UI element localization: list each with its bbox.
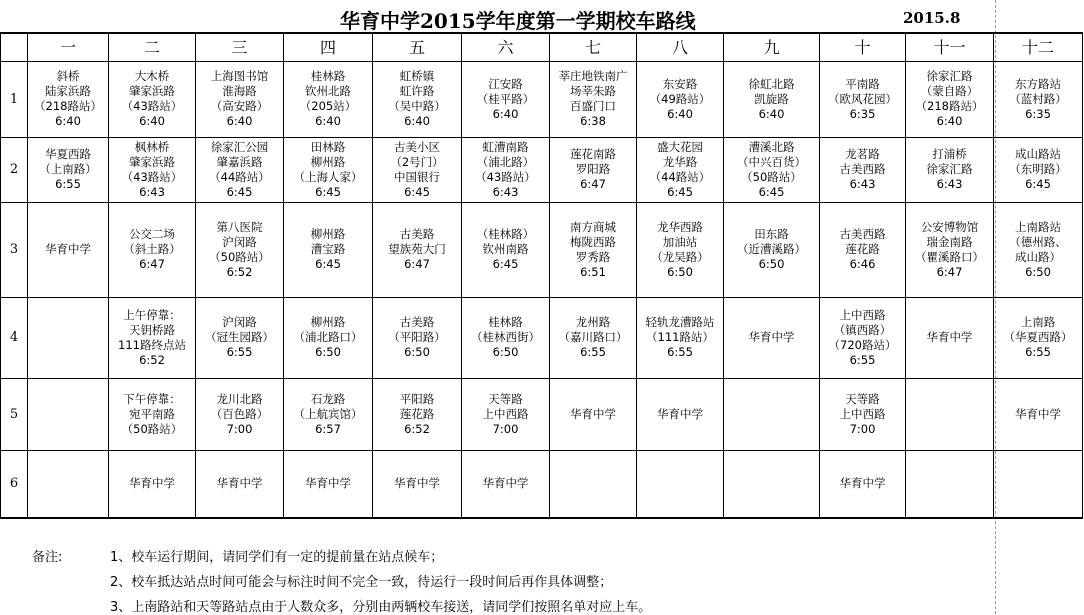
stop-line: 田林路 <box>310 139 346 154</box>
route-cell <box>462 61 550 137</box>
stop-line: 田东路 <box>754 227 789 241</box>
stop-line: 徐虹北路 <box>748 76 795 91</box>
table-row <box>1 137 1083 202</box>
stop-line: 6:55 <box>226 345 253 359</box>
stop-line: 沪闵路 <box>222 234 257 249</box>
route-cell <box>28 202 109 297</box>
stop-line: 6:55 <box>1025 345 1051 359</box>
route-cell <box>724 378 820 450</box>
stop-line: 6:47 <box>139 257 165 271</box>
stop-line: （德州路、 <box>1009 234 1067 249</box>
row-number: 5 <box>1 378 28 450</box>
table-row <box>1 202 1083 297</box>
table-row <box>1 450 1083 518</box>
stop-line: （上航宾馆） <box>293 406 363 421</box>
stop-line: 古美西路 <box>839 227 886 241</box>
route-cell <box>462 450 550 518</box>
route-cell <box>906 378 994 450</box>
stop-line: 枫林桥 <box>134 139 170 154</box>
stop-line: 南方商城 <box>570 219 616 234</box>
stop-line: （镇西路） <box>833 322 892 337</box>
route-cell <box>284 378 373 450</box>
route-cell <box>284 61 373 137</box>
stop-line: 上中西路 <box>839 307 886 322</box>
stop-line: （东明路） <box>1009 162 1067 176</box>
column-header: 五 <box>373 33 462 61</box>
column-header: 十一 <box>906 33 994 61</box>
stop-line: 龙华西路 <box>657 219 703 234</box>
column-header: 六 <box>462 33 550 61</box>
route-cell <box>820 202 906 297</box>
route-cell <box>462 137 550 202</box>
stop-line: 肇嘉浜路 <box>216 154 263 169</box>
route-cell <box>28 297 109 378</box>
header-row <box>1 33 1083 61</box>
stop-line: 加油站 <box>662 234 698 249</box>
column-header: 九 <box>724 33 820 61</box>
stop-line: 龙州路 <box>575 315 611 329</box>
stop-line: （冠生园路） <box>205 330 274 344</box>
stop-line: （50路站） <box>121 421 183 436</box>
table-row <box>1 297 1083 378</box>
stop-line: 6:52 <box>404 421 430 436</box>
route-cell <box>196 61 284 137</box>
stop-line: 6:55 <box>55 177 81 191</box>
route-cell <box>109 378 196 450</box>
stop-line: 桂林路 <box>488 315 523 329</box>
stop-line: 6:40 <box>226 114 253 128</box>
note-item: 3、上南路站和天等路站点由于人数众多，分别由两辆校车接送，请同学们按照名单对应上车。 <box>110 600 652 615</box>
stop-line: 龙茗路 <box>845 147 880 161</box>
stop-line: 华育中学 <box>570 406 616 421</box>
stop-line: 罗秀路 <box>575 249 611 264</box>
route-cell <box>373 202 462 297</box>
route-cell <box>28 450 109 518</box>
column-header: 十 <box>820 33 906 61</box>
notes-label: 备注: <box>32 550 63 565</box>
stop-line: 望族苑大门 <box>388 242 446 256</box>
stop-line: 6:45 <box>404 184 430 199</box>
stop-line: 陆家浜路 <box>45 84 91 98</box>
note-item: 1、校车运行期间，请同学们有一定的提前量在站点候车； <box>110 550 444 565</box>
stop-line: 华育中学 <box>482 476 529 491</box>
page-title: 华育中学2015学年度第一学期校车路线 <box>340 9 696 33</box>
stop-line: 宛平南路 <box>129 406 175 421</box>
stop-line: 柳州路 <box>310 154 346 169</box>
stop-line: 徐家汇公园 <box>210 139 269 154</box>
stop-line: 瑞金南路 <box>926 234 973 249</box>
stop-line: 6:43 <box>139 184 165 199</box>
stop-line: 漕宝路 <box>310 242 346 256</box>
route-cell <box>550 137 637 202</box>
route-cell <box>28 61 109 137</box>
route-cell <box>994 202 1083 297</box>
stop-line: 6:35 <box>1025 106 1051 121</box>
route-cell <box>906 450 994 518</box>
stop-line: （近漕溪路） <box>737 242 806 256</box>
stop-line: 6:40 <box>315 114 341 128</box>
row-number: 1 <box>1 61 28 137</box>
stop-line: 盛大花园 <box>657 139 703 154</box>
stop-line: 淮海路 <box>222 84 257 98</box>
route-cell <box>724 61 820 137</box>
stop-line: 江安路 <box>488 76 523 91</box>
route-cell <box>550 378 637 450</box>
route-cell <box>724 202 820 297</box>
route-cell <box>906 297 994 378</box>
stop-line: （44路站） <box>649 169 711 184</box>
route-cell <box>550 297 637 378</box>
stop-line: （2号门） <box>390 154 444 169</box>
stop-line: 上南路 <box>1020 315 1056 329</box>
stop-line: 6:35 <box>849 106 876 121</box>
stop-line: 6:40 <box>758 106 785 121</box>
stop-line: 华育中学 <box>305 476 351 491</box>
stop-line: 6:43 <box>849 177 876 191</box>
stop-line: （218路站） <box>34 99 102 113</box>
stop-line: 斜桥 <box>56 69 80 83</box>
stop-line: 公安博物馆 <box>920 219 979 234</box>
route-cell <box>906 61 994 137</box>
stop-line: 漕溪北路 <box>748 139 795 154</box>
stop-line: 平南路 <box>845 76 880 91</box>
table-row <box>1 378 1083 450</box>
stop-line: 6:50 <box>404 345 430 359</box>
stop-line: 虹漕南路 <box>482 139 529 154</box>
column-header: 一 <box>28 33 109 61</box>
stop-line: 华育中学 <box>657 406 703 421</box>
stop-line: 华育中学 <box>394 476 440 491</box>
stop-line: 虹许路 <box>399 84 435 98</box>
stop-line: （桂林路） <box>476 227 535 241</box>
stop-line: （欧风花园） <box>828 91 897 106</box>
stop-line: 6:55 <box>580 345 606 359</box>
stop-line: 6:47 <box>936 264 963 279</box>
route-cell <box>820 61 906 137</box>
stop-line: 柳州路 <box>310 227 346 241</box>
stop-line: 桂林路 <box>310 69 346 83</box>
stop-line: 华夏西路 <box>45 147 91 161</box>
stop-line: 华育中学 <box>926 330 973 344</box>
stop-line: 6:57 <box>315 421 341 436</box>
stop-line: 6:50 <box>758 257 785 271</box>
stop-line: 龙川北路 <box>216 391 263 406</box>
stop-line: （43路站） <box>121 169 183 184</box>
route-cell <box>109 450 196 518</box>
route-cell <box>462 202 550 297</box>
row-number: 6 <box>1 450 28 518</box>
route-cell <box>373 61 462 137</box>
stop-line: （浦北路口） <box>293 330 363 344</box>
stop-line: 中国银行 <box>394 169 440 184</box>
stop-line: 6:40 <box>936 114 963 128</box>
stop-line: （43路站） <box>475 169 536 184</box>
stop-line: 下午停靠： <box>123 391 181 406</box>
stop-line: （桂林西街） <box>471 330 540 344</box>
stop-line: 平阳路 <box>399 391 435 406</box>
route-cell <box>373 450 462 518</box>
stop-line: 6:45 <box>758 184 785 199</box>
stop-line: （百色路） <box>210 406 269 421</box>
column-header: 二 <box>109 33 196 61</box>
stop-line: 打浦桥 <box>932 147 967 161</box>
stop-line: 公交二场 <box>129 227 175 241</box>
column-header: 三 <box>196 33 284 61</box>
stop-line: 天钥桥路 <box>129 322 175 337</box>
stop-line: 6:55 <box>849 352 876 367</box>
route-cell <box>550 202 637 297</box>
stop-line: 成山路） <box>1015 249 1061 264</box>
stop-line: 6:45 <box>667 184 693 199</box>
stop-line: 华育中学 <box>839 476 886 491</box>
stop-line: 罗阳路 <box>575 162 611 176</box>
stop-line: 肇家浜路 <box>129 154 175 169</box>
stop-line: 6:46 <box>849 257 876 271</box>
stop-line: 6:52 <box>226 264 253 279</box>
stop-line: 东安路 <box>662 76 698 91</box>
stop-line: 6:45 <box>315 184 341 199</box>
stop-line: 7:00 <box>226 421 253 436</box>
stop-line: 7:00 <box>849 421 876 436</box>
stop-line: 钦州南路 <box>482 242 529 256</box>
stop-line: （蒙自路） <box>920 84 979 98</box>
route-cell <box>462 297 550 378</box>
route-cell <box>820 297 906 378</box>
stop-line: 华育中学 <box>1015 406 1061 421</box>
route-cell <box>196 378 284 450</box>
stop-line: 6:45 <box>226 184 253 199</box>
stop-line: 6:50 <box>492 345 519 359</box>
stop-line: （44路站） <box>209 169 270 184</box>
stop-line: 沪闵路 <box>222 315 257 329</box>
route-cell <box>994 450 1083 518</box>
route-cell <box>994 61 1083 137</box>
stop-line: （瞿溪路口） <box>915 249 984 264</box>
route-cell <box>637 137 724 202</box>
stop-line: （浦北路） <box>476 154 535 169</box>
route-cell <box>196 137 284 202</box>
stop-line: 6:38 <box>580 114 606 128</box>
route-cell <box>284 450 373 518</box>
stop-line: 6:40 <box>55 114 81 128</box>
note-item: 2、校车抵达站点时间可能会与标注时间不完全一致，待运行一段时间后再作具体调整； <box>110 575 613 590</box>
stop-line: 大木桥 <box>134 69 170 83</box>
title-bar <box>0 0 1084 32</box>
stop-line: （205站） <box>299 99 357 113</box>
stop-line: 6:51 <box>580 264 606 279</box>
stop-line: （50路站） <box>209 249 270 264</box>
stop-line: 东方路站 <box>1015 76 1061 91</box>
route-cell <box>820 378 906 450</box>
stop-line: （111路站） <box>646 330 714 344</box>
stop-line: 华育中学 <box>748 330 795 344</box>
stop-line: （嘉川路口） <box>558 330 628 344</box>
stop-line: （43路站） <box>121 99 183 113</box>
route-cell <box>28 137 109 202</box>
route-cell <box>109 137 196 202</box>
stop-line: （中兴百货） <box>737 154 806 169</box>
stop-line: 华育中学 <box>216 476 263 491</box>
stop-line: 6:40 <box>139 114 165 128</box>
corner-cell <box>1 33 28 61</box>
route-cell <box>906 137 994 202</box>
stop-line: 梅陇西路 <box>570 234 616 249</box>
route-cell <box>550 450 637 518</box>
stop-line: 6:40 <box>404 114 430 128</box>
route-cell <box>284 137 373 202</box>
stop-line: 古美路 <box>399 227 435 241</box>
stop-line: 6:50 <box>667 264 693 279</box>
stop-line: 成山路站 <box>1015 147 1061 161</box>
stop-line: 华育中学 <box>45 242 91 256</box>
route-cell <box>109 297 196 378</box>
route-cell <box>906 202 994 297</box>
route-cell <box>109 61 196 137</box>
stop-line: 上中西路 <box>839 406 886 421</box>
stop-line: 龙华路 <box>662 154 698 169</box>
stop-line: （上南路） <box>39 162 97 176</box>
route-cell <box>994 137 1083 202</box>
stop-line: 虹桥镇 <box>399 69 435 83</box>
stop-line: 6:45 <box>1025 177 1051 191</box>
route-cell <box>284 202 373 297</box>
stop-line: 古美小区 <box>394 139 440 154</box>
route-cell <box>373 297 462 378</box>
stop-line: 柳州路 <box>310 315 346 329</box>
stop-line: 徐家汇路 <box>926 162 973 176</box>
route-cell <box>373 378 462 450</box>
route-cell <box>637 202 724 297</box>
stop-line: 6:40 <box>667 106 693 121</box>
stop-line: 6:50 <box>1025 264 1051 279</box>
stop-line: 莲花路 <box>845 242 880 256</box>
stop-line: （吴中路） <box>388 99 446 113</box>
stop-line: 古美西路 <box>839 162 886 176</box>
stop-line: 6:45 <box>315 257 341 271</box>
stop-line: 华育中学 <box>129 476 175 491</box>
stop-line: （桂平路） <box>476 91 535 106</box>
row-number: 3 <box>1 202 28 297</box>
stop-line: （龙吴路） <box>651 249 709 264</box>
date-label: 2015.8 <box>903 9 961 27</box>
stop-line: （上海人家） <box>293 169 363 184</box>
stop-line: 莲花南路 <box>570 147 616 161</box>
stop-line: （720路站） <box>828 337 897 352</box>
route-cell <box>724 137 820 202</box>
row-number: 4 <box>1 297 28 378</box>
stop-line: （218路站） <box>915 99 984 113</box>
stop-line: 肇家浜路 <box>129 84 175 98</box>
stop-line: 6:43 <box>492 184 519 199</box>
stop-line: 6:52 <box>139 352 165 367</box>
stop-line: 上南路站 <box>1015 219 1061 234</box>
stop-line: 111路终点站 <box>118 337 186 352</box>
stop-line: 上海图书馆 <box>210 69 269 83</box>
stop-line: 古美路 <box>399 315 435 329</box>
route-cell <box>820 450 906 518</box>
stop-line: 石龙路 <box>310 391 346 406</box>
stop-line: 场莘朱路 <box>570 84 616 98</box>
stop-line: （斜土路） <box>123 242 181 256</box>
stop-line: 第八医院 <box>216 219 263 234</box>
route-cell <box>724 297 820 378</box>
column-header: 十二 <box>994 33 1083 61</box>
stop-line: 天等路 <box>845 391 880 406</box>
stop-line: （50路站） <box>741 169 802 184</box>
route-cell <box>284 297 373 378</box>
stop-line: 天等路 <box>488 391 523 406</box>
bus-route-table <box>0 32 1083 519</box>
route-cell <box>109 202 196 297</box>
route-cell <box>637 297 724 378</box>
stop-line: 6:55 <box>667 345 693 359</box>
stop-line: 7:00 <box>492 421 519 436</box>
stop-line: （华夏西路） <box>1003 330 1073 344</box>
route-cell <box>724 450 820 518</box>
route-cell <box>196 202 284 297</box>
route-cell <box>637 378 724 450</box>
stop-line: 凯旋路 <box>754 91 789 106</box>
stop-line: 6:45 <box>492 257 519 271</box>
route-cell <box>196 297 284 378</box>
stop-line: （高安路） <box>210 99 269 113</box>
stop-line: 莲花路 <box>399 406 435 421</box>
stop-line: 徐家汇路 <box>926 69 973 83</box>
route-cell <box>28 378 109 450</box>
stop-line: （平阳路） <box>388 330 446 344</box>
column-header: 八 <box>637 33 724 61</box>
stop-line: 6:50 <box>315 345 341 359</box>
route-cell <box>637 61 724 137</box>
route-cell <box>637 450 724 518</box>
stop-line: 上中西路 <box>482 406 529 421</box>
stop-line: 6:40 <box>492 106 519 121</box>
stop-line: （蓝村路） <box>1009 91 1067 106</box>
route-cell <box>373 137 462 202</box>
route-cell <box>462 378 550 450</box>
route-cell <box>820 137 906 202</box>
stop-line: 轻轨龙漕路站 <box>645 315 715 329</box>
stop-line: 上午停靠： <box>123 307 181 322</box>
route-cell <box>550 61 637 137</box>
stop-line: 6:47 <box>580 177 606 191</box>
row-number: 2 <box>1 137 28 202</box>
stop-line: 钦州北路 <box>305 84 351 98</box>
stop-line: 6:43 <box>936 177 963 191</box>
stop-line: 百盛门口 <box>570 99 616 113</box>
route-cell <box>994 378 1083 450</box>
route-cell <box>196 450 284 518</box>
table-row <box>1 61 1083 137</box>
column-header: 四 <box>284 33 373 61</box>
column-header: 七 <box>550 33 637 61</box>
route-cell <box>994 297 1083 378</box>
stop-line: 6:47 <box>404 257 430 271</box>
stop-line: （49路站） <box>649 91 711 106</box>
stop-line: 莘庄地铁南广 <box>558 69 628 83</box>
